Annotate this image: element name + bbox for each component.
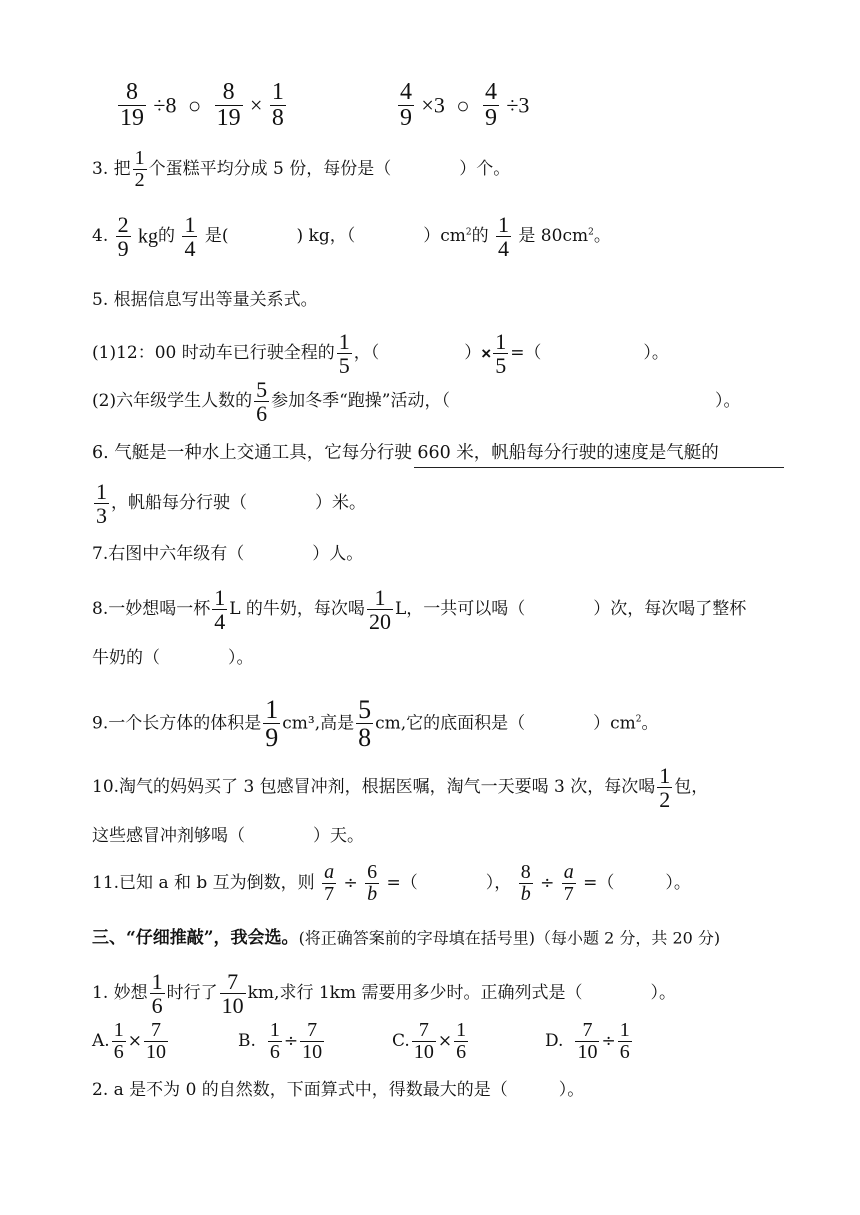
- question-8-line1: 8.一妙想喝一杯 $\frac{1}{4}$ L 的牛奶，每次喝 $\frac{1}{20}$ L，一共可以喝（ ）次，每次喝了整杯: [92, 585, 747, 635]
- section-title: 三、“仔细推敲”，我会选。: [92, 928, 299, 948]
- section-3-question-2: 2. a 是不为 0 的自然数，下面算式中，得数最大的是（ ）。: [92, 1080, 585, 1100]
- compare-circle: ○: [456, 92, 470, 118]
- option-d: D. $\frac{7}{10}$ ÷ $\frac{1}{6}$: [545, 1019, 630, 1063]
- section-3-question-1: 1. 妙想 $\frac{1}{6}$ 时行了 $\frac{7}{10}$ km,求行 1km 需要用多少时。正确列式是（ ）。: [92, 969, 676, 1019]
- question-11: 11.已知 a 和 b 互为倒数，则 $\frac{a}{7}$ ÷ $\frac{6}{b}$ =（ ）， $\frac{8}{b}$ ÷ $\frac{a}{7}$ =（ ）。: [92, 861, 691, 905]
- fraction: $\frac{8}{19}$: [216, 79, 241, 132]
- fraction: $\frac{4}{9}$: [484, 79, 497, 132]
- question-6-line1: 6. 气艇是一种水上交通工具，它每分行驶 660 米，帆船每分行驶的速度是气艇的: [92, 443, 719, 463]
- option-c: C. $\frac{7}{10}$ × $\frac{1}{6}$: [392, 1019, 467, 1063]
- question-4: 4. $\frac{2}{9}$ kg的 $\frac{1}{4}$ 是( ) kg，（ ）$cm^2$的 $\frac{1}{4}$ 是 $80cm^2$。: [92, 212, 611, 262]
- question-7: 7.右图中六年级有（ ）人。: [92, 544, 364, 564]
- compare-row-right: $\frac{4}{9}$ ×3 ○ $\frac{4}{9}$ ÷3: [400, 79, 530, 132]
- question-5-1: (1)12：00 时动车已行驶全程的 $\frac{1}{5}$ ，（ ）× $\frac{1}{5}$ =（ ）。: [92, 329, 669, 379]
- question-10-line1: 10.淘气的妈妈买了 3 包感冒冲剂，根据医嘱，淘气一天要喝 3 次，每次喝 $\frac{1}{2}$ 包，: [92, 763, 709, 813]
- question-8-line2: 牛奶的（ ）。: [92, 648, 254, 668]
- question-3: 3. 把 $\frac{1}{2}$ 个蛋糕平均分成 5 份，每份是（ ）个。: [92, 147, 511, 191]
- question-6-line2: $\frac{1}{3}$ ，帆船每分行驶（ ）米。: [96, 479, 366, 529]
- question-5: 5. 根据信息写出等量关系式。: [92, 290, 318, 310]
- fraction: $\frac{4}{9}$: [400, 79, 412, 132]
- option-b: B. $\frac{1}{6}$ ÷ $\frac{7}{10}$: [238, 1019, 323, 1063]
- fraction: $\frac{8}{19}$: [120, 79, 144, 132]
- question-9: 9.一个长方体的体积是 $\frac{1}{9}$ cm³,高是 $\frac{5}{8}$ cm,它的底面积是（ ）$cm^2$。: [92, 695, 659, 753]
- section-note: (将正确答案前的字母填在括号里)（每小题 2 分，共 20 分): [298, 928, 721, 948]
- question-10-line2: 这些感冒冲剂够喝（ ）天。: [92, 826, 364, 846]
- option-a: A. $\frac{1}{6}$ × $\frac{7}{10}$: [92, 1019, 166, 1063]
- compare-circle: ○: [187, 92, 202, 118]
- section-3-header: [92, 930, 720, 947]
- fraction: $\frac{1}{8}$: [271, 79, 284, 132]
- question-5-2: (2)六年级学生人数的 $\frac{5}{6}$ 参加冬季“跑操”活动，（ ）。: [92, 377, 741, 427]
- compare-row-left: $\frac{8}{19}$ ÷8 ○ $\frac{8}{19}$ × $\frac{1}{8}$: [120, 79, 284, 132]
- underline: [414, 467, 784, 468]
